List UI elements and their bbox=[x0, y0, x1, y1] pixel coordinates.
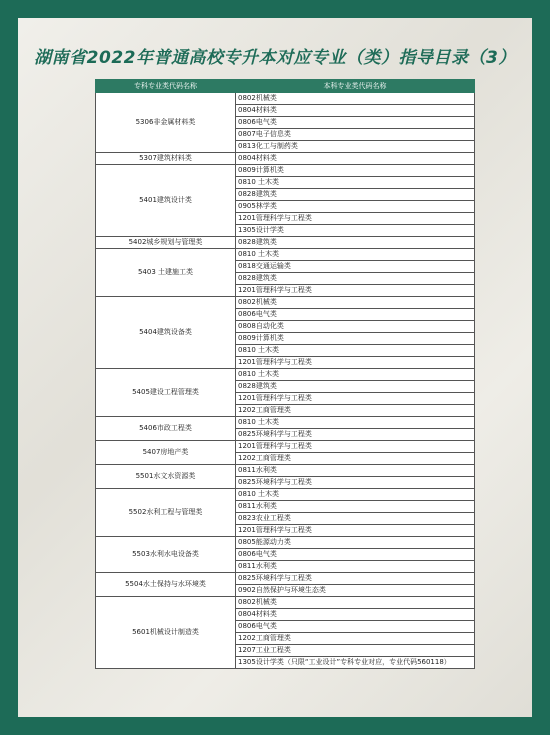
junior-college-category: 5406市政工程类 bbox=[96, 417, 236, 441]
table-row bbox=[96, 249, 475, 261]
undergraduate-category: 1201管理科学与工程类 bbox=[236, 285, 475, 297]
undergraduate-category: 1202工商管理类 bbox=[236, 633, 475, 645]
undergraduate-category: 0828建筑类 bbox=[236, 237, 475, 249]
undergraduate-category: 0806电气类 bbox=[236, 549, 475, 561]
undergraduate-category: 0811水利类 bbox=[236, 561, 475, 573]
undergraduate-category: 0811水利类 bbox=[236, 465, 475, 477]
table-row bbox=[96, 573, 475, 585]
undergraduate-category: 1202工商管理类 bbox=[236, 453, 475, 465]
junior-college-category: 5307建筑材料类 bbox=[96, 153, 236, 165]
undergraduate-category: 0811水利类 bbox=[236, 501, 475, 513]
undergraduate-category: 1201管理科学与工程类 bbox=[236, 213, 475, 225]
junior-college-category: 5504水土保持与水环境类 bbox=[96, 573, 236, 597]
undergraduate-category: 0806电气类 bbox=[236, 309, 475, 321]
undergraduate-category: 1305设计学类 bbox=[236, 225, 475, 237]
page-title: 湖南省2022年普通高校专升本对应专业（类）指导目录（3） bbox=[34, 48, 516, 68]
undergraduate-category: 0810 土木类 bbox=[236, 417, 475, 429]
undergraduate-category: 0825环境科学与工程类 bbox=[236, 429, 475, 441]
undergraduate-category: 0818交通运输类 bbox=[236, 261, 475, 273]
mapping-table bbox=[95, 79, 475, 669]
undergraduate-category: 1201管理科学与工程类 bbox=[236, 357, 475, 369]
undergraduate-category: 0802机械类 bbox=[236, 93, 475, 105]
undergraduate-category: 1305设计学类（只限“工业设计”专科专业对应，专业代码560118） bbox=[236, 657, 475, 669]
undergraduate-category: 0810 土木类 bbox=[236, 177, 475, 189]
junior-college-category: 5403 土建施工类 bbox=[96, 249, 236, 297]
table-row bbox=[96, 165, 475, 177]
junior-college-category: 5501水文水资源类 bbox=[96, 465, 236, 489]
junior-college-category: 5407房地产类 bbox=[96, 441, 236, 465]
table-row bbox=[96, 417, 475, 429]
undergraduate-category: 1202工商管理类 bbox=[236, 405, 475, 417]
table-header-row bbox=[96, 80, 475, 93]
junior-college-category: 5402城乡规划与管理类 bbox=[96, 237, 236, 249]
undergraduate-category: 0823农业工程类 bbox=[236, 513, 475, 525]
header-undergraduate: 本科专业类代码名称 bbox=[236, 80, 475, 93]
header-junior-college: 专科专业类代码名称 bbox=[96, 80, 236, 93]
undergraduate-category: 0825环境科学与工程类 bbox=[236, 573, 475, 585]
table-body bbox=[96, 93, 475, 669]
junior-college-category: 5306非金属材料类 bbox=[96, 93, 236, 153]
undergraduate-category: 0809计算机类 bbox=[236, 165, 475, 177]
undergraduate-category: 1201管理科学与工程类 bbox=[236, 441, 475, 453]
junior-college-category: 5401建筑设计类 bbox=[96, 165, 236, 237]
junior-college-category: 5405建设工程管理类 bbox=[96, 369, 236, 417]
table-row bbox=[96, 153, 475, 165]
undergraduate-category: 1201管理科学与工程类 bbox=[236, 393, 475, 405]
undergraduate-category: 0810 土木类 bbox=[236, 345, 475, 357]
junior-college-category: 5503水利水电设备类 bbox=[96, 537, 236, 573]
undergraduate-category: 0802机械类 bbox=[236, 597, 475, 609]
undergraduate-category: 0810 土木类 bbox=[236, 249, 475, 261]
undergraduate-category: 0804材料类 bbox=[236, 609, 475, 621]
junior-college-category: 5404建筑设备类 bbox=[96, 297, 236, 369]
undergraduate-category: 0808自动化类 bbox=[236, 321, 475, 333]
undergraduate-category: 0807电子信息类 bbox=[236, 129, 475, 141]
undergraduate-category: 0828建筑类 bbox=[236, 381, 475, 393]
undergraduate-category: 1207工业工程类 bbox=[236, 645, 475, 657]
table-row bbox=[96, 369, 475, 381]
undergraduate-category: 0902自然保护与环境生态类 bbox=[236, 585, 475, 597]
table-row bbox=[96, 237, 475, 249]
table-row bbox=[96, 441, 475, 453]
junior-college-category: 5502水利工程与管理类 bbox=[96, 489, 236, 537]
undergraduate-category: 0828建筑类 bbox=[236, 189, 475, 201]
table-row bbox=[96, 93, 475, 105]
undergraduate-category: 0825环境科学与工程类 bbox=[236, 477, 475, 489]
table-row bbox=[96, 297, 475, 309]
table-row bbox=[96, 465, 475, 477]
undergraduate-category: 0806电气类 bbox=[236, 117, 475, 129]
undergraduate-category: 1201管理科学与工程类 bbox=[236, 525, 475, 537]
undergraduate-category: 0805能源动力类 bbox=[236, 537, 475, 549]
undergraduate-category: 0905林学类 bbox=[236, 201, 475, 213]
undergraduate-category: 0809计算机类 bbox=[236, 333, 475, 345]
undergraduate-category: 0802机械类 bbox=[236, 297, 475, 309]
undergraduate-category: 0810 土木类 bbox=[236, 369, 475, 381]
junior-college-category: 5601机械设计制造类 bbox=[96, 597, 236, 669]
table-row bbox=[96, 537, 475, 549]
undergraduate-category: 0806电气类 bbox=[236, 621, 475, 633]
undergraduate-category: 0804材料类 bbox=[236, 105, 475, 117]
mapping-table-container bbox=[95, 79, 474, 669]
undergraduate-category: 0804材料类 bbox=[236, 153, 475, 165]
undergraduate-category: 0810 土木类 bbox=[236, 489, 475, 501]
undergraduate-category: 0828建筑类 bbox=[236, 273, 475, 285]
table-row bbox=[96, 489, 475, 501]
undergraduate-category: 0813化工与制药类 bbox=[236, 141, 475, 153]
table-row bbox=[96, 597, 475, 609]
